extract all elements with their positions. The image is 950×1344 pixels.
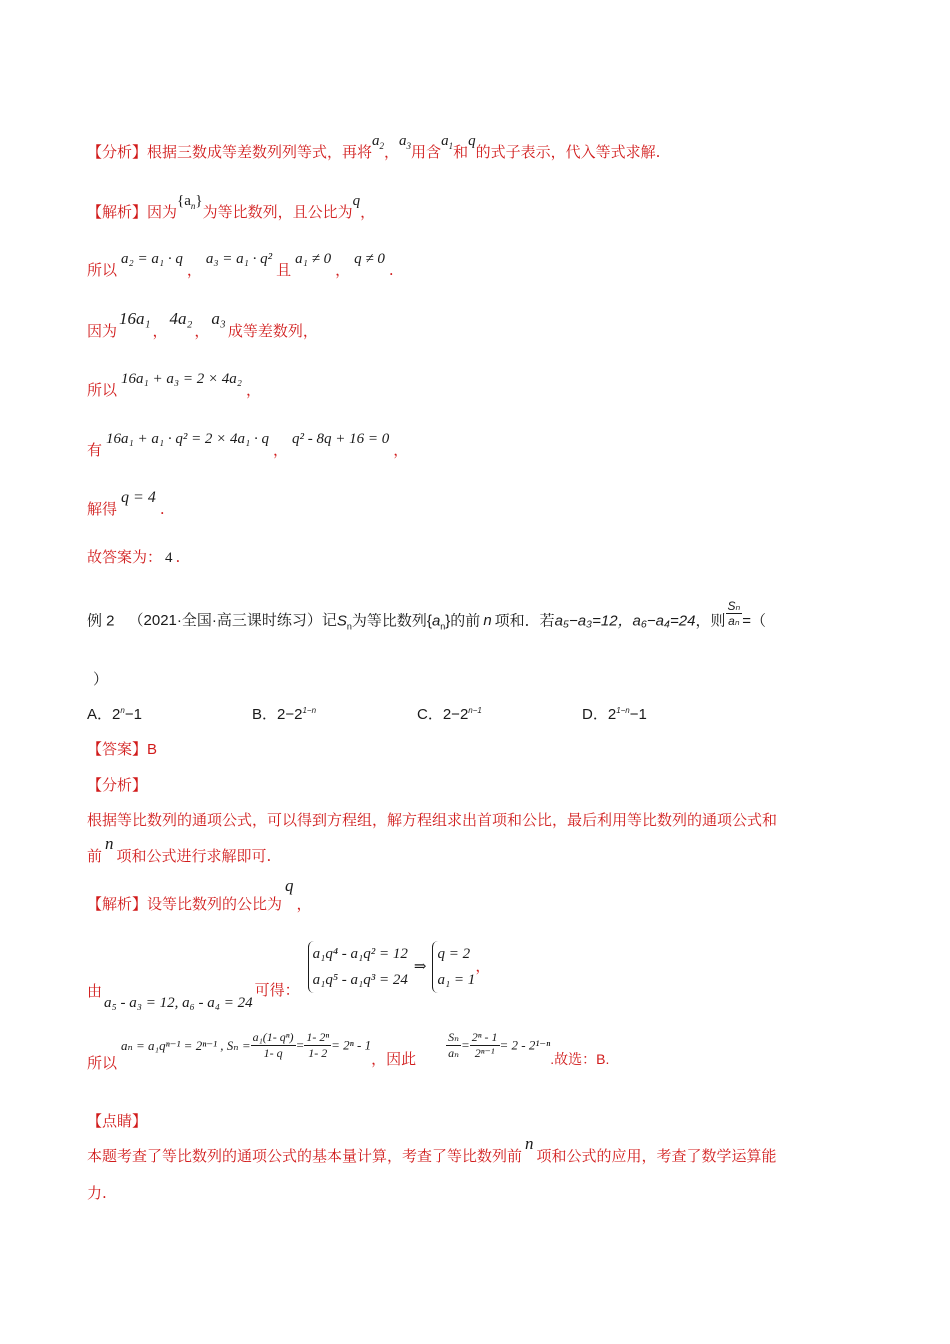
option-b[interactable]: B．$2-2^{1-n}$ [252, 706, 317, 723]
math-a3: $a_3$ [399, 133, 412, 151]
eq-q-solution: q = 4 [121, 489, 156, 506]
eq-quadratic: q² - 8q + 16 = 0 [292, 431, 390, 447]
fraction-sum: $\frac{\text{a₁(1- qⁿ)}}{1- q}$ [252, 1030, 294, 1060]
eq-a2: a₂ = a₁ · q [121, 251, 183, 267]
system-equations: a₁q⁴ - a₁q² = 12 a₁q⁵ - a₁q³ = 24 [308, 941, 408, 993]
math-q: q [352, 193, 361, 209]
eq-a1-nonzero: a₁ ≠ 0 [295, 251, 332, 267]
step-3: 所以16a₁ + a₃ = 2 × 4a₂， [87, 371, 262, 399]
step-6: 所以aₙ = a₁qⁿ⁻¹ = 2ⁿ⁻¹ , Sₙ = $\frac{\text{a₁(1- qⁿ)}}{1- q}$ = $\frac{\text{1- 2ⁿ}}{1- 2}$ = 2ⁿ - 1，因此 $\frac{\text{Sₙ}}{\text{aₙ}}$ = $\frac{\text{2ⁿ - 1}}{\text{2ⁿ⁻¹}}$ = 2 - 2¹⁻ⁿ.故选：B. [87, 1030, 610, 1072]
answer-2-value: B [147, 741, 158, 758]
example-label: 例 2 [87, 612, 115, 630]
solution-2: 【解析】设等比数列的公比为q， [87, 876, 312, 913]
answer-value: 4 [165, 550, 173, 566]
eq-a3: a₃ = a₁ · q² [205, 251, 273, 267]
math-a1: $a_1$ [441, 133, 454, 151]
solution-tag: 【解析】 [87, 203, 148, 221]
option-c[interactable]: C．$2-2^{n-1}$ [417, 706, 482, 723]
math-sequence-an: $\{a_n\}$ [177, 193, 203, 211]
eq-arith-mean: 16a₁ + a₃ = 2 × 4a₂ [121, 371, 243, 387]
step-5: 解得q = 4. [87, 489, 165, 518]
system-solution: q = 2 a₁ = 1 [432, 941, 475, 993]
analysis-2-line-2: 前n项和公式进行求解即可. [87, 834, 272, 865]
analysis-1: 【分析】根据三数成等差数列列等式，再将$a_2$，$a_3$用含$a_1$和q的式子表示，代入等式求解. [87, 133, 661, 161]
example-2-question: 例 2 （2021·全国·高三课时练习）记$S_n$为等比数列$\{a_n\}$的前 n 项和．若a₅−a₃=12，a₆−a₄=24，则 $\frac{\text{Sₙ}}{\text{aₙ}}$ =（ [87, 599, 767, 632]
eq-general-term: aₙ = a₁qⁿ⁻¹ = 2ⁿ⁻¹ , Sₙ = [121, 1037, 251, 1053]
solution-2-system: 由a₅ - a₃ = 12, a₆ - a₄ = 24可得： a₁q⁴ - a₁q² = 12 a₁q⁵ - a₁q³ = 24 ⇒ q = 2 a₁ = 1 ， [87, 941, 490, 1001]
comment-line-1: 本题考查了等比数列的通项公式的基本量计算，考查了等比数列前n项和公式的应用，考查了数学运算能 [87, 1134, 777, 1165]
comment-tag: 【点睛】 [87, 1112, 148, 1130]
step-2: 因为16a₁，4a₂，a₃成等差数列， [87, 309, 318, 340]
math-q: q [468, 133, 476, 149]
answer-1: 故答案为： 4 . [87, 548, 181, 566]
example-2-close: ） [93, 671, 109, 688]
comment-line-2: 力. [87, 1184, 107, 1202]
analysis-2-line-1: 根据等比数列的通项公式，可以得到方程组，解方程组求出首项和公比，最后利用等比数列的通项公式和 [87, 811, 778, 829]
fraction-sn-an-2: $\frac{\text{Sₙ}}{\text{aₙ}}$ [448, 1030, 459, 1060]
fraction-sum-2: $\frac{\text{1- 2ⁿ}}{1- 2}$ [306, 1030, 330, 1060]
answer-2: 【答案】B [87, 740, 158, 758]
solution-1: 【解析】因为$\{a_n\}$为等比数列，且公比为q， [87, 193, 376, 221]
eq-substituted: 16a₁ + a₁ · q² = 2 × 4a₁ · q [106, 431, 270, 447]
eq-conditions: a₅ - a₃ = 12, a₆ - a₄ = 24 [104, 995, 253, 1011]
fraction-result: $\frac{\text{2ⁿ - 1}}{\text{2ⁿ⁻¹}}$ [471, 1030, 498, 1060]
eq-q-nonzero: q ≠ 0 [354, 251, 385, 267]
analysis-2-tag: 【分析】 [87, 776, 148, 794]
analysis-tag: 【分析】 [87, 143, 148, 161]
step-1: 所以a₂ = a₁ · q，a₃ = a₁ · q²且a₁ ≠ 0，q ≠ 0. [87, 251, 394, 279]
math-a2: $a_2$ [372, 133, 385, 151]
option-a[interactable]: A．$2^n-1$ [87, 706, 142, 723]
step-4: 有16a₁ + a₁ · q² = 2 × 4a₁ · q，q² - 8q + 16 = 0， [87, 431, 409, 459]
option-d[interactable]: D．$2^{1-n}-1$ [582, 706, 647, 723]
fraction-sn-an: $\frac{\text{Sₙ}}{\text{aₙ}}$ [727, 599, 741, 628]
